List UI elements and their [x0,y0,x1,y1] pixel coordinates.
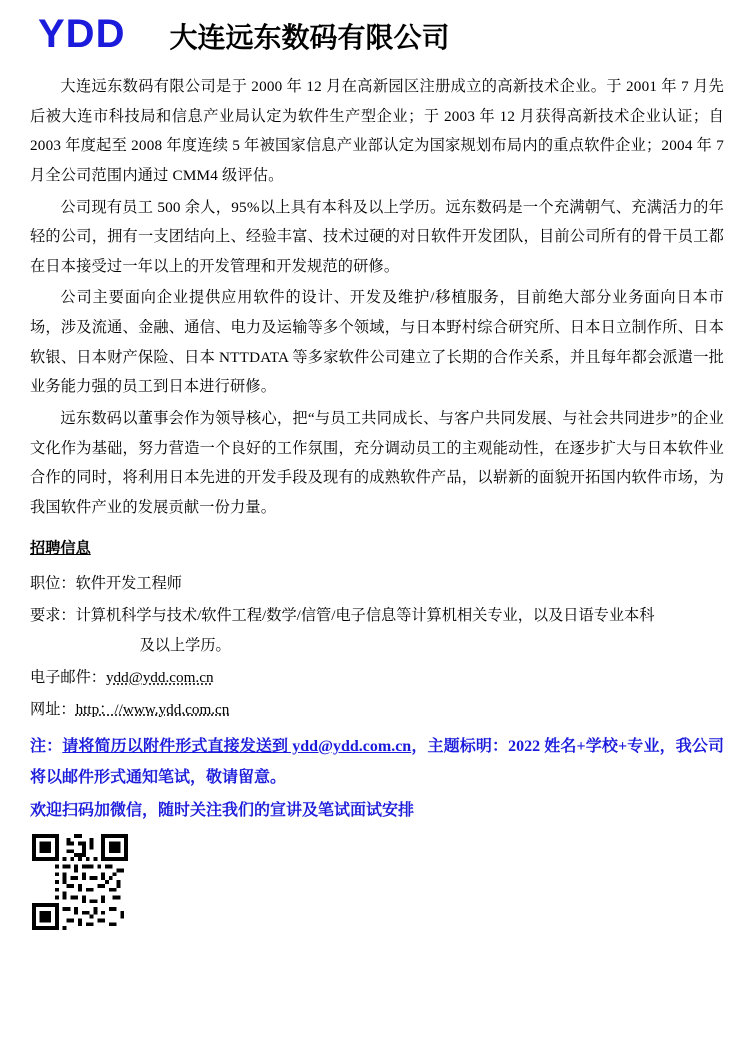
notice-rest: ，主题标明：2022 姓名+学校+专业，我公司将以邮件形式通知笔试，敬请留意。 [30,737,724,786]
website-line [30,694,724,725]
company-name: 大连远东数码有限公司 [169,21,450,54]
recruit-section-title: 招聘信息 [30,539,91,557]
position-value: 软件开发工程师 [75,575,182,593]
requirement-text-line1: 计算机科学与技术/软件工程/数学/信管/电子信息等计算机相关专业，以及日语专业本科 [75,607,655,625]
website-label: 网址： [30,700,76,718]
paragraph-3: 公司主要面向企业提供应用软件的设计、开发及维护/移植服务，目前绝大部分业务面向日本市场，涉及流通、金融、通信、电力及运输等多个领域，与日本野村综合研究所、日本日立制作所、日本软银、日本财产保险、日本 NTTDATA 等多家软件公司建立了长期的合作关系，并且每年都会派遣一批业务能力强的员工到日本进行研修。 [30,289,724,396]
position-label: 职位： [30,575,76,593]
email-line [30,662,724,693]
qr-code-wrapper [30,834,724,930]
notice-paragraph [30,731,724,793]
requirement-line [30,601,724,660]
paragraph-2: 公司现有员工 500 余人，95%以上具有本科及以上学历。远东数码是一个充满朝气、充满活力的年轻的公司，拥有一支团结向上、经验丰富、技术过硬的对日软件开发团队，目前公司所有的骨干员工都在日本接受过一年以上的开发管理和开发规范的研修。 [30,198,724,275]
notice-underlined[interactable]: 请将简历以附件形式直接发送到 ydd@ydd.com.cn [62,737,412,755]
notice-prefix: 注： [30,737,63,755]
website-value[interactable]: http：//www.ydd.com.cn [75,700,230,718]
position-line [30,569,724,599]
qr-code-icon [32,834,128,930]
requirement-label: 要求： [30,607,76,625]
document-header [30,14,724,54]
requirement-text [76,601,724,660]
welcome-line: 欢迎扫码加微信，随时关注我们的宣讲及笔试面试安排 [30,802,415,820]
email-label: 电子邮件： [30,669,106,687]
paragraph-4: 远东数码以董事会作为领导核心，把“与员工共同成长、与客户共同发展、与社会共同进步”的企业文化作为基础，努力营造一个良好的工作氛围，充分调动员工的主观能动性，在逐步扩大与日本软件业合作的同时，将利用日本先进的开发手段及现有的成熟软件产品，以崭新的面貌开拓国内软件市场，为我国软件产业的发展贡献一份力量。 [30,410,724,516]
email-value[interactable]: ydd@ydd.com.cn [105,669,214,687]
paragraph-1: 大连远东数码有限公司是于 2000 年 12 月在高新园区注册成立的高新技术企业。于 2001 年 7 月先后被大连市科技局和信息产业局认定为软件生产型企业；于 2003 年 12 月获得高新技术企业认证；自 2003 年度起至 2008 年度连续 5 年被国家信息产业部认定为国家规划布局内的重点软件企业；2004 年 7 月全公司范围内通过 CMM4 级评估。 [30,78,724,184]
requirement-text-line2: 及以上学历。 [139,636,231,654]
company-logo: YDD [38,12,126,56]
